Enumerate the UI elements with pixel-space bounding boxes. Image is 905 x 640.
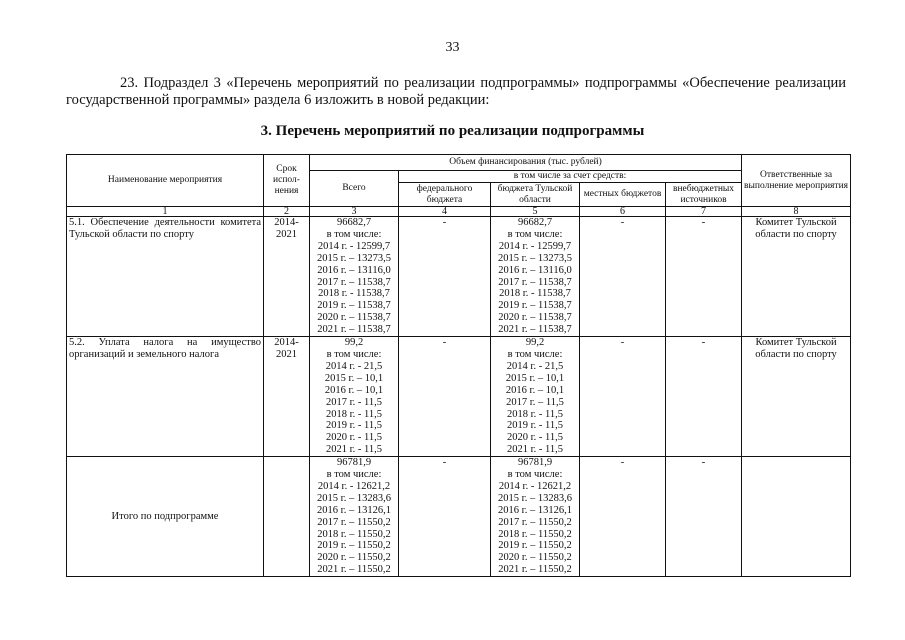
amount-line: 2014 г. - 21,5 [325,360,383,372]
header-term: Срок испол-нения [264,155,310,207]
amount-line: 2021 г. – 11538,7 [317,324,391,336]
amount-line: 2016 г. – 10,1 [505,384,565,396]
header-name: Наименование мероприятия [67,155,264,207]
measure-name: 5.2. Уплата налога на имущество организаций и земельного налога [67,337,264,457]
header-incl-sources: в том числе за счет средств: [399,171,742,183]
header-local: местных бюджетов [580,183,666,207]
local-amount: - [580,457,666,577]
col-num: 2 [264,207,310,217]
amount-line: 2018 г. - 11538,7 [499,288,571,300]
amount-line: 2016 г. – 13126,1 [317,504,391,516]
amount-line: 2021 г. - 11,5 [506,444,564,456]
amount-line: 2017 г. – 11550,2 [317,516,391,528]
amount-line: 96682,7 [517,217,553,228]
amount-line: 2020 г. – 11550,2 [317,552,391,564]
amount-line: 2018 г. – 11550,2 [317,528,391,540]
col-num: 7 [666,207,742,217]
table-row [67,337,851,457]
amount-line: в том числе: [326,348,382,360]
federal-amount: - [399,457,491,577]
federal-amount: - [399,337,491,457]
amount-line: 2019 г. – 11550,2 [317,540,391,552]
amount-line: 2017 г. – 11538,7 [498,276,572,288]
amount-line: 2017 г. – 11550,2 [498,516,572,528]
column-number-row [67,207,851,217]
amount-line: 2020 г. - 11,5 [506,432,564,444]
col-num: 6 [580,207,666,217]
responsible [742,457,851,577]
header-responsible: Ответственные за выполнение мероприятия [742,155,851,207]
header-extra: внебюджетных источников [666,183,742,207]
federal-amount: - [399,217,491,337]
amount-line: 2020 г. – 11538,7 [317,312,391,324]
local-amount: - [580,337,666,457]
amount-line: 2016 г. – 13126,1 [498,504,572,516]
header-federal: федерального бюджета [399,183,491,207]
regional-amount [491,457,580,577]
amount-line: 2014 г. - 12621,2 [317,480,391,492]
page-number: 33 [445,40,460,55]
col-num: 3 [310,207,399,217]
total-amount [310,337,399,457]
header-total: Всего [310,171,399,207]
amount-line: 2018 г. - 11538,7 [318,288,390,300]
amount-line: 2021 г. – 11550,2 [498,564,572,576]
amount-line: 2014 г. - 12621,2 [498,480,572,492]
total-amount [310,217,399,337]
measure-name: Итого по подпрограмме [67,457,264,577]
measure-term: 2014-2021 [264,217,310,337]
amount-line: 2016 г. – 10,1 [324,384,384,396]
amount-line: 2014 г. - 21,5 [506,360,564,372]
amount-line: 2018 г. – 11550,2 [498,528,572,540]
extra-amount: - [666,457,742,577]
amount-line: 2019 г. – 11538,7 [498,300,572,312]
header-regional: бюджета Тульской области [491,183,580,207]
amount-line: в том числе: [507,228,563,240]
section-heading: 3. Перечень мероприятий по реализации подпрограммы [260,123,645,139]
amount-line: в том числе: [326,228,382,240]
amount-line: 2015 г. – 10,1 [505,372,565,384]
amount-line: в том числе: [507,348,563,360]
amount-line: 2019 г. – 11538,7 [317,300,391,312]
amount-line: 2014 г. - 12599,7 [317,240,391,252]
amount-line: 2018 г. - 11,5 [325,408,383,420]
col-num: 4 [399,207,491,217]
responsible: Комитет Тульской области по спорту [742,337,851,457]
amount-line: 99,2 [525,337,545,349]
col-num: 5 [491,207,580,217]
regional-amount [491,337,580,457]
regional-amount [491,217,580,337]
header-financing: Объем финансирования (тыс. рублей) [310,155,742,171]
amount-line: 2019 г. - 11,5 [325,420,383,432]
amount-line: 2020 г. - 11,5 [325,432,383,444]
amount-line: 2019 г. – 11550,2 [498,540,572,552]
table-row [67,457,851,577]
amount-line: 2015 г. – 10,1 [324,372,384,384]
amount-line: 99,2 [344,337,364,349]
table-row [67,217,851,337]
amount-line: 2015 г. – 13283,6 [498,492,572,504]
measure-name: 5.1. Обеспечение деятельности комитета Тульской области по спорту [67,217,264,337]
amount-line: в том числе: [507,469,563,481]
measure-term [264,457,310,577]
amount-line: 2020 г. – 11550,2 [498,552,572,564]
local-amount: - [580,217,666,337]
measure-term: 2014-2021 [264,337,310,457]
amount-line: 96682,7 [336,217,372,228]
amount-line: 2016 г. – 13116,0 [498,264,572,276]
intro-paragraph: 23. Подраздел 3 «Перечень мероприятий по реализации подпрограммы» подпрограммы «Обеспечение реализации государственной программы» раздела 6 изложить в новой редакции: [66,75,846,108]
amount-line: 2021 г. - 11,5 [325,444,383,456]
amount-line: в том числе: [326,469,382,481]
amount-line: 2015 г. – 13273,5 [498,252,572,264]
amount-line: 96781,9 [336,457,372,469]
amount-line: 2019 г. - 11,5 [506,420,564,432]
extra-amount: - [666,337,742,457]
col-num: 8 [742,207,851,217]
amount-line: 2021 г. – 11538,7 [498,324,572,336]
amount-line: 2017 г. – 11538,7 [317,276,391,288]
amount-line: 2015 г. – 13283,6 [317,492,391,504]
amount-line: 2015 г. – 13273,5 [317,252,391,264]
amount-line: 2020 г. – 11538,7 [498,312,572,324]
amount-line: 2018 г. - 11,5 [506,408,564,420]
amount-line: 2017 г. – 11,5 [506,396,564,408]
extra-amount: - [666,217,742,337]
amount-line: 2016 г. – 13116,0 [317,264,391,276]
col-num: 1 [67,207,264,217]
measures-table [66,154,851,577]
responsible: Комитет Тульской области по спорту [742,217,851,337]
amount-line: 2021 г. – 11550,2 [317,564,391,576]
amount-line: 2014 г. - 12599,7 [498,240,572,252]
amount-line: 2017 г. - 11,5 [325,396,383,408]
amount-line: 96781,9 [517,457,553,469]
total-amount [310,457,399,577]
